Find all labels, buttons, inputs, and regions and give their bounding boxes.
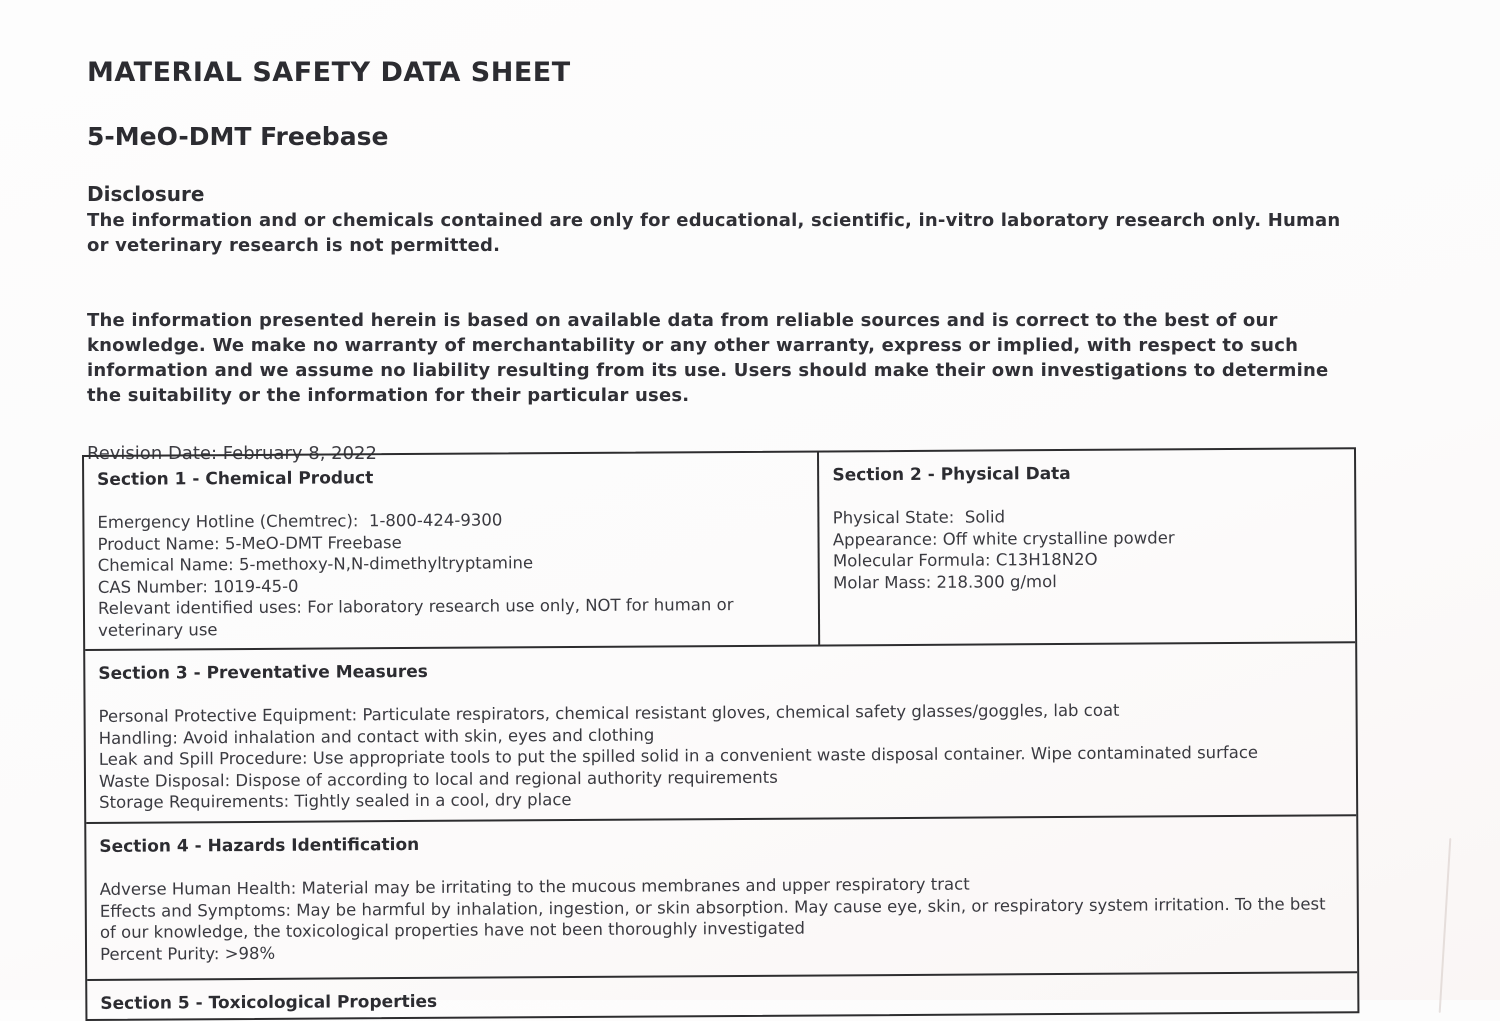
section-4-hazards-identification [86,816,1357,979]
document-title: MATERIAL SAFETY DATA SHEET [87,57,571,88]
disclaimer-paragraph: The information presented herein is based on available data from reliable sources and is correct to the best of our knowledge. We make no warranty of merchantability or any other warranty, express or implied, with respect to such information and we assume no liability resulting from its use. Users should make their own investigations to determine the suitability or the information for their particular uses. [87,310,1329,406]
section-4-heading: Section 4 - Hazards Identification [99,834,420,857]
doc-line: CAS Number: 1019-45-0 [97,576,299,597]
section-2-body [833,504,1343,593]
doc-line: Storage Requirements: Tightly sealed in a cool, dry place [99,790,572,812]
section-3-preventative-measures [85,643,1356,822]
section-3-heading: Section 3 - Preventative Measures [98,661,428,684]
section-1-body [97,508,806,641]
section-2-physical-data [819,449,1355,644]
document-body [0,0,1500,464]
table-row-1 [84,449,1355,649]
doc-line: Effects and Symptoms: May be harmful by inhalation, ingestion, or skin absorption. May cause eye, skin, or respiratory system irritation. To the best of our knowledge, the toxicological properties have not been thoroughly investigated [99,893,1331,942]
section-5-toxicological-properties [87,973,1357,1019]
disclosure-heading: Disclosure [87,182,205,206]
doc-line: Appearance: Off white crystalline powder [832,527,1175,549]
doc-line: Handling: Avoid inhalation and contact with skin, eyes and clothing [98,725,655,748]
doc-line: Relevant identified uses: For laboratory research use only, NOT for human or veterinary use [97,594,739,640]
section-4-body [100,871,1346,965]
section-1-chemical-product [84,452,820,648]
section-5-heading: Section 5 - Toxicological Properties [100,991,438,1014]
doc-line: Personal Protective Equipment: Particulate respirators, chemical resistant gloves, chemical safety glasses/goggles, lab coat [98,700,1120,726]
doc-line: Leak and Spill Procedure: Use appropriate tools to put the spilled solid in a convenient waste disposal container. Wipe contaminated surface [98,742,1259,769]
doc-line: Physical State: Solid [832,507,1006,528]
section-3-body [99,698,1345,813]
doc-line: Emergency Hotline (Chemtrec): 1-800-424-9300 [97,510,503,532]
scan-crease-artifact [1439,838,1452,1013]
revision-date: Revision Date: February 8, 2022 [87,443,377,464]
doc-line: Molar Mass: 218.300 g/mol [833,571,1057,592]
section-1-heading: Section 1 - Chemical Product [97,468,374,490]
table-row-4 [87,971,1357,1019]
doc-line: Percent Purity: >98% [99,943,276,964]
doc-line: Waste Disposal: Dispose of according to local and regional authority requirements [98,767,778,791]
product-name: 5-MeO-DMT Freebase [87,122,389,151]
doc-line: Molecular Formula: C13H18N2O [832,549,1098,571]
doc-line: Chemical Name: 5-methoxy-N,N-dimethyltryptamine [97,553,534,575]
msds-table [82,447,1359,1021]
section-2-heading: Section 2 - Physical Data [832,463,1071,486]
doc-line: Product Name: 5-MeO-DMT Freebase [97,532,402,554]
table-row-2 [85,641,1356,822]
disclosure-paragraph: The information and or chemicals contained are only for educational, scientific, in-vitro laboratory research only. Human or veterinary research is not permitted. [87,210,1341,256]
table-row-3 [86,814,1357,979]
doc-line: Adverse Human Health: Material may be irritating to the mucous membranes and upper respiratory tract [99,874,970,899]
